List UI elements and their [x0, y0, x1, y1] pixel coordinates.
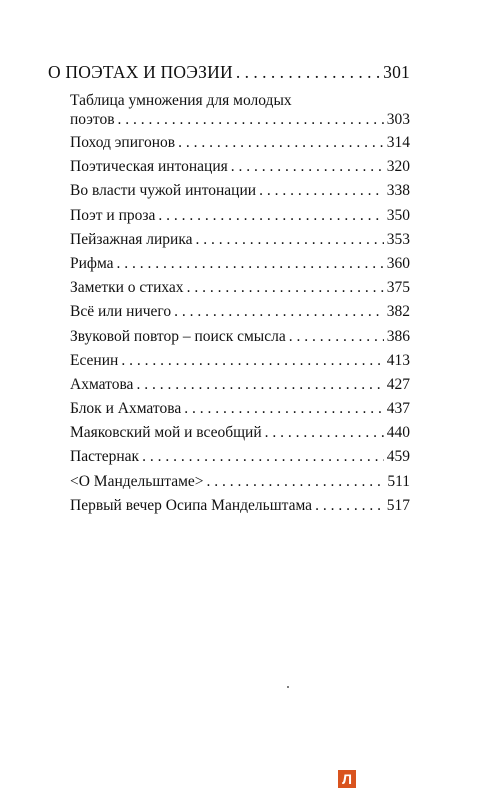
entry-page-number: 427 [386, 375, 410, 393]
dot-leader [142, 445, 384, 469]
toc-entry[interactable] [48, 300, 410, 324]
publisher-logo-badge: Л [338, 770, 356, 788]
entry-page-number: 517 [386, 496, 410, 514]
dot-leader [174, 300, 384, 324]
dot-leader [289, 325, 384, 349]
toc-entry[interactable] [48, 131, 410, 155]
entry-title-continued: поэтов [70, 111, 115, 128]
entry-title: Пастернак [70, 448, 140, 466]
entry-title: Во власти чужой интонации [70, 182, 257, 200]
entry-page-number: 511 [387, 472, 410, 490]
entry-title: Пейзажная лирика [70, 230, 193, 248]
toc-entry[interactable] [48, 397, 410, 421]
toc-entry[interactable] [48, 252, 410, 276]
dot-leader [121, 349, 383, 373]
toc-entry[interactable] [48, 276, 410, 300]
entry-page-number: 386 [386, 327, 410, 345]
entry-page-number: 382 [386, 303, 410, 321]
dot-leader [259, 179, 384, 203]
entry-title: <О Мандельштаме> [70, 472, 204, 490]
dot-leader [231, 155, 384, 179]
toc-entry[interactable] [48, 421, 410, 445]
entry-title: Всё или ничего [70, 303, 172, 321]
entry-page-number: 437 [386, 400, 410, 418]
entry-page-number: 440 [386, 424, 410, 442]
entry-title: Заметки о стихах [70, 279, 184, 297]
entry-title: Маяковский мой и всеобщий [70, 424, 262, 442]
toc-entry[interactable] [48, 179, 410, 203]
section-title: О ПОЭТАХ И ПОЭЗИИ [48, 62, 233, 82]
entry-title: Поход эпигонов [70, 134, 176, 151]
dot-leader [117, 252, 384, 276]
entry-title: Ахматова [70, 375, 134, 393]
entry-page-number: 350 [386, 206, 410, 224]
dot-leader [158, 204, 383, 228]
dot-leader [136, 373, 383, 397]
entry-title: Блок и Ахматова [70, 400, 182, 418]
toc-entry[interactable] [48, 445, 410, 469]
toc-entry[interactable] [48, 204, 410, 228]
toc-entry[interactable] [48, 470, 410, 494]
entry-page-number: 413 [386, 351, 410, 369]
toc-entry[interactable] [48, 494, 410, 518]
toc-section-heading[interactable] [48, 59, 410, 85]
entry-page-number: 303 [386, 111, 410, 128]
dot-leader [178, 131, 384, 155]
entry-page-number: 338 [386, 182, 410, 200]
entry-page-number: 375 [386, 279, 410, 297]
toc-entry[interactable] [48, 325, 410, 349]
entry-title: Звуковой повтор – поиск смысла [70, 327, 286, 345]
entry-page-number: 360 [386, 254, 410, 272]
dot-leader [187, 276, 384, 300]
entry-page-number: 459 [386, 448, 410, 466]
dot-leader [265, 421, 384, 445]
dot-leader [207, 470, 385, 494]
section-page-number: 301 [383, 62, 410, 82]
entry-title: Рифма [70, 254, 114, 272]
dot-leader [196, 228, 384, 252]
entry-page-number: 314 [386, 134, 410, 151]
entry-page-number: 353 [386, 230, 410, 248]
toc-entry[interactable] [48, 155, 410, 179]
entry-title: Поэтическая интонация [70, 158, 228, 176]
entry-page-number: 320 [386, 158, 410, 176]
entry-title: Есенин [70, 351, 119, 369]
dot-leader [118, 110, 384, 129]
stray-ink-mark [287, 686, 289, 688]
entry-title: Таблица умножения для молодых [70, 92, 292, 109]
toc-entry[interactable] [48, 89, 410, 131]
dot-leader [236, 59, 380, 85]
dot-leader [184, 397, 384, 421]
toc-entry[interactable] [48, 349, 410, 373]
toc-entry[interactable] [48, 373, 410, 397]
entry-title: Поэт и проза [70, 206, 156, 224]
toc-entry[interactable] [48, 228, 410, 252]
entry-title: Первый вечер Осипа Мандельштама [70, 496, 313, 514]
table-of-contents [48, 59, 410, 518]
dot-leader [315, 494, 384, 518]
